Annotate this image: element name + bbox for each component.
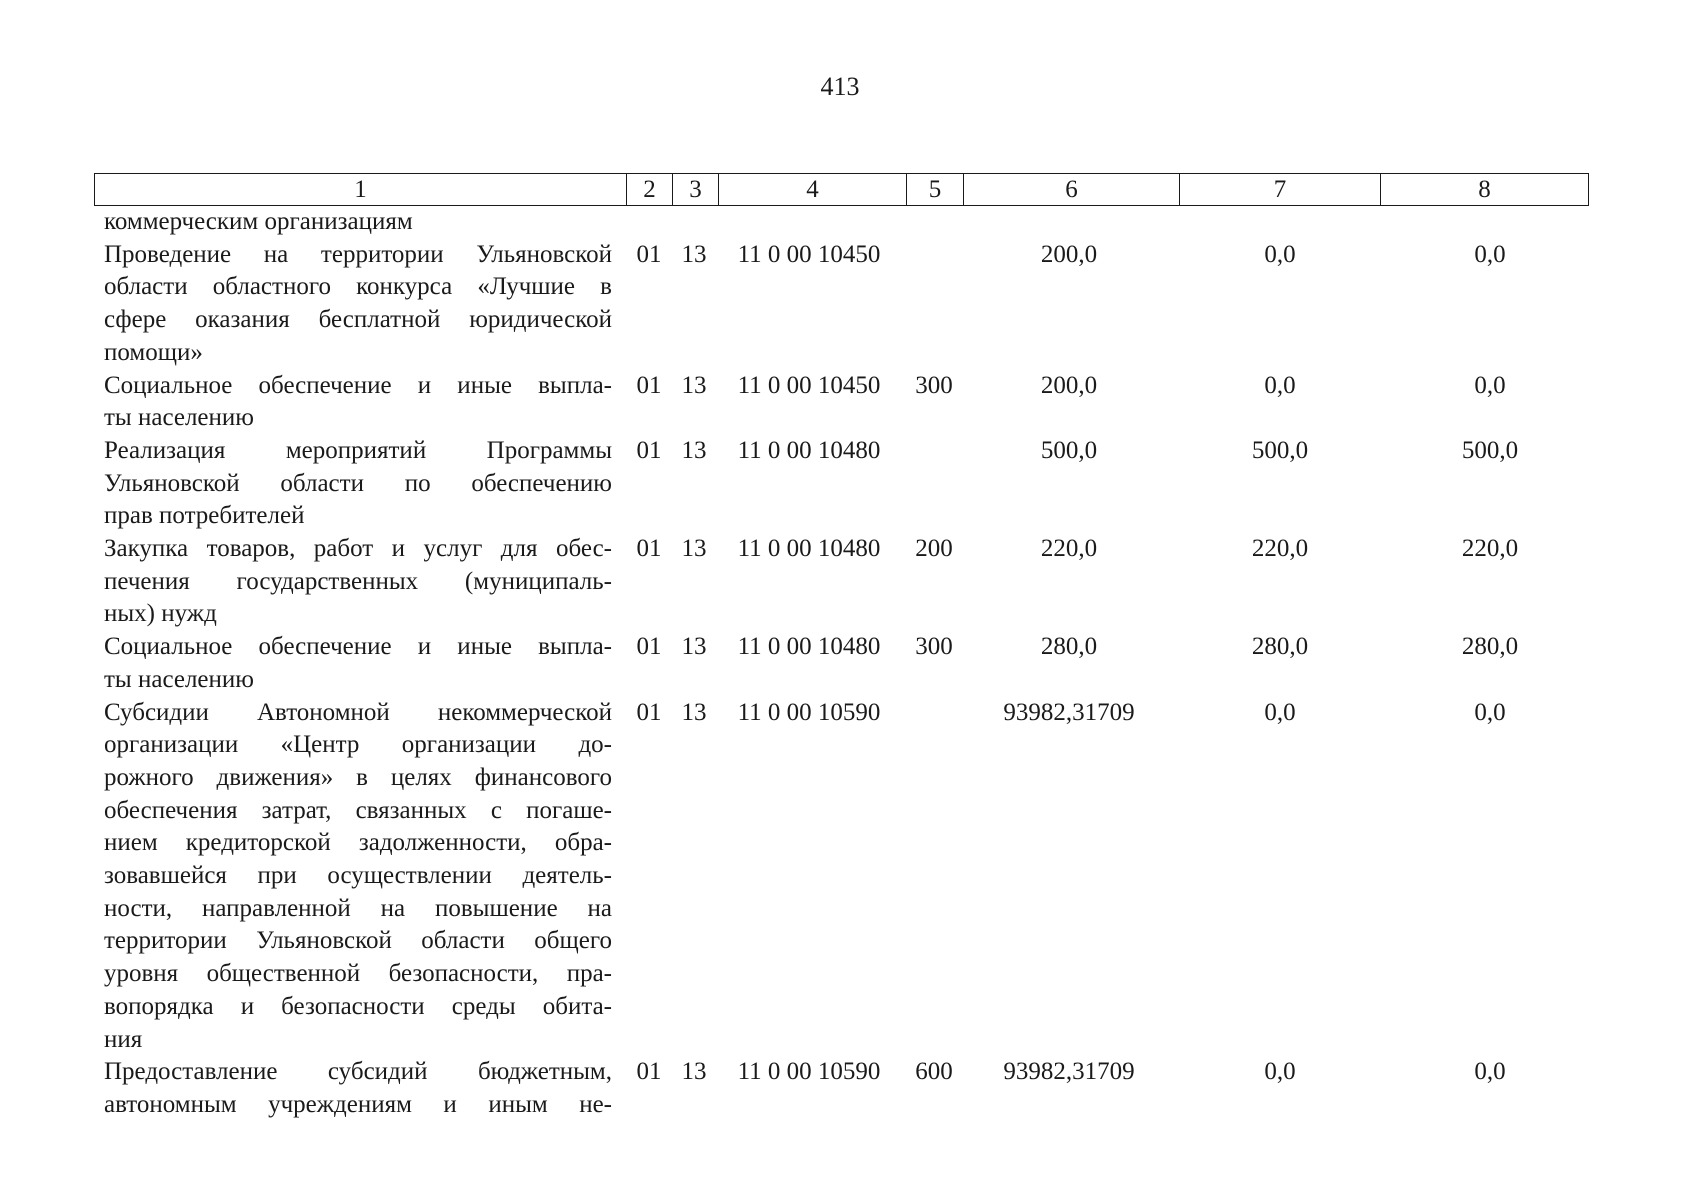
row-cell-c6: 220,0: [1040, 535, 1098, 563]
row-name-line: ты населению: [104, 404, 254, 432]
row-name-line: помощи»: [104, 338, 203, 366]
row-name-cell: [104, 239, 612, 370]
row-cell-c2: 01: [636, 371, 662, 399]
row-name-line: прав потребителей: [104, 502, 305, 530]
column-header-1: 1: [95, 174, 627, 206]
table-row: [0, 239, 1698, 370]
row-name-line: сфере оказания бесплатной юридической: [104, 306, 612, 334]
row-cell-c4: 11 0 00 10480: [737, 633, 881, 661]
row-cell-c3: 13: [681, 698, 707, 726]
row-cell-c6: 500,0: [1040, 436, 1098, 464]
row-name-cell: [104, 631, 612, 696]
row-name-line: Социальное обеспечение и иные выпла-: [104, 633, 612, 661]
row-cell-c6: 200,0: [1040, 240, 1098, 268]
row-cell-c5: 300: [915, 633, 953, 661]
row-cell-c3: 13: [681, 535, 707, 563]
row-cell-c2: 01: [636, 535, 662, 563]
row-cell-c8: 280,0: [1461, 633, 1519, 661]
row-cell-c3: 13: [681, 1058, 707, 1086]
row-name-cell: [104, 533, 612, 631]
column-header-row: [95, 174, 1589, 206]
row-name-line: ты населению: [104, 665, 254, 693]
row-cell-c4: 11 0 00 10590: [737, 1058, 881, 1086]
row-name-line: зовавшейся при осуществлении деятель-: [104, 862, 612, 890]
row-name-line: Реализация мероприятий Программы: [104, 436, 612, 464]
column-header-8: 8: [1381, 174, 1589, 206]
row-name-line: организации «Центр организации до-: [104, 731, 612, 759]
row-cell-c2: 01: [636, 240, 662, 268]
table-row: [0, 206, 1698, 239]
column-header-6: 6: [964, 174, 1180, 206]
page-number: 413: [820, 72, 860, 101]
row-name-cell: [104, 1056, 612, 1121]
row-cell-c4: 11 0 00 10450: [737, 371, 881, 399]
column-header-table: [94, 173, 1589, 206]
row-name-line: коммерческим организациям: [104, 208, 413, 235]
row-cell-c4: 11 0 00 10480: [737, 535, 881, 563]
column-header-7: 7: [1180, 174, 1381, 206]
row-name-line: ных) нужд: [104, 600, 217, 628]
row-cell-c7: 0,0: [1264, 698, 1296, 726]
row-cell-c2: 01: [636, 633, 662, 661]
row-cell-c5: 600: [915, 1058, 953, 1086]
row-name-cell: [104, 206, 612, 239]
row-cell-c6: 200,0: [1040, 371, 1098, 399]
row-name-line: Предоставление субсидий бюджетным,: [104, 1058, 612, 1086]
row-name-line: Закупка товаров, работ и услуг для обес-: [104, 535, 612, 563]
row-cell-c5: 300: [915, 371, 953, 399]
row-name-cell: [104, 697, 612, 1057]
row-cell-c3: 13: [681, 633, 707, 661]
row-cell-c7: 280,0: [1251, 633, 1309, 661]
table-row: [0, 435, 1698, 533]
row-cell-c3: 13: [681, 240, 707, 268]
row-name-line: области областного конкурса «Лучшие в: [104, 273, 612, 301]
row-cell-c8: 0,0: [1474, 371, 1506, 399]
row-name-line: автономным учреждениям и иным не-: [104, 1090, 612, 1118]
row-cell-c4: 11 0 00 10450: [737, 240, 881, 268]
row-name-cell: [104, 370, 612, 435]
table-row: [0, 370, 1698, 435]
row-name-line: Субсидии Автономной некоммерческой: [104, 698, 612, 726]
table-row: [0, 631, 1698, 696]
row-cell-c8: 0,0: [1474, 1058, 1506, 1086]
row-name-line: Ульяновской области по обеспечению: [104, 469, 612, 497]
row-name-cell: [104, 435, 612, 533]
row-cell-c2: 01: [636, 436, 662, 464]
row-name-line: территории Ульяновской области общего: [104, 927, 612, 955]
row-cell-c7: 500,0: [1251, 436, 1309, 464]
row-name-line: ния: [104, 1025, 143, 1053]
row-name-line: вопорядка и безопасности среды обита-: [104, 992, 612, 1020]
row-cell-c7: 0,0: [1264, 1058, 1296, 1086]
row-cell-c6: 280,0: [1040, 633, 1098, 661]
row-cell-c5: 200: [915, 535, 953, 563]
column-header-3: 3: [673, 174, 719, 206]
row-name-line: уровня общественной безопасности, пра-: [104, 960, 612, 988]
table-row: [0, 1056, 1698, 1121]
row-cell-c8: 220,0: [1461, 535, 1519, 563]
row-cell-c2: 01: [636, 1058, 662, 1086]
row-cell-c6: 93982,31709: [1003, 698, 1135, 726]
row-cell-c2: 01: [636, 698, 662, 726]
table-body: [0, 206, 1698, 1122]
row-name-line: Социальное обеспечение и иные выпла-: [104, 371, 612, 399]
row-cell-c8: 0,0: [1474, 698, 1506, 726]
row-name-line: рожного движения» в целях финансового: [104, 763, 612, 791]
row-name-line: обеспечения затрат, связанных с погаше-: [104, 796, 612, 824]
row-cell-c4: 11 0 00 10480: [737, 436, 881, 464]
table-row: [0, 697, 1698, 1057]
row-cell-c8: 0,0: [1474, 240, 1506, 268]
row-name-line: нием кредиторской задолженности, обра-: [104, 829, 612, 857]
row-name-line: Проведение на территории Ульяновской: [104, 240, 612, 268]
row-name-line: ности, направленной на повышение на: [104, 894, 612, 922]
row-cell-c7: 0,0: [1264, 371, 1296, 399]
row-cell-c3: 13: [681, 371, 707, 399]
row-cell-c3: 13: [681, 436, 707, 464]
row-cell-c7: 220,0: [1251, 535, 1309, 563]
row-cell-c8: 500,0: [1461, 436, 1519, 464]
table-row: [0, 533, 1698, 631]
row-name-line: печения государственных (муниципаль-: [104, 567, 612, 595]
column-header-2: 2: [627, 174, 673, 206]
column-header-5: 5: [907, 174, 964, 206]
row-cell-c6: 93982,31709: [1003, 1058, 1135, 1086]
row-cell-c7: 0,0: [1264, 240, 1296, 268]
row-cell-c4: 11 0 00 10590: [737, 698, 881, 726]
column-header-4: 4: [719, 174, 907, 206]
